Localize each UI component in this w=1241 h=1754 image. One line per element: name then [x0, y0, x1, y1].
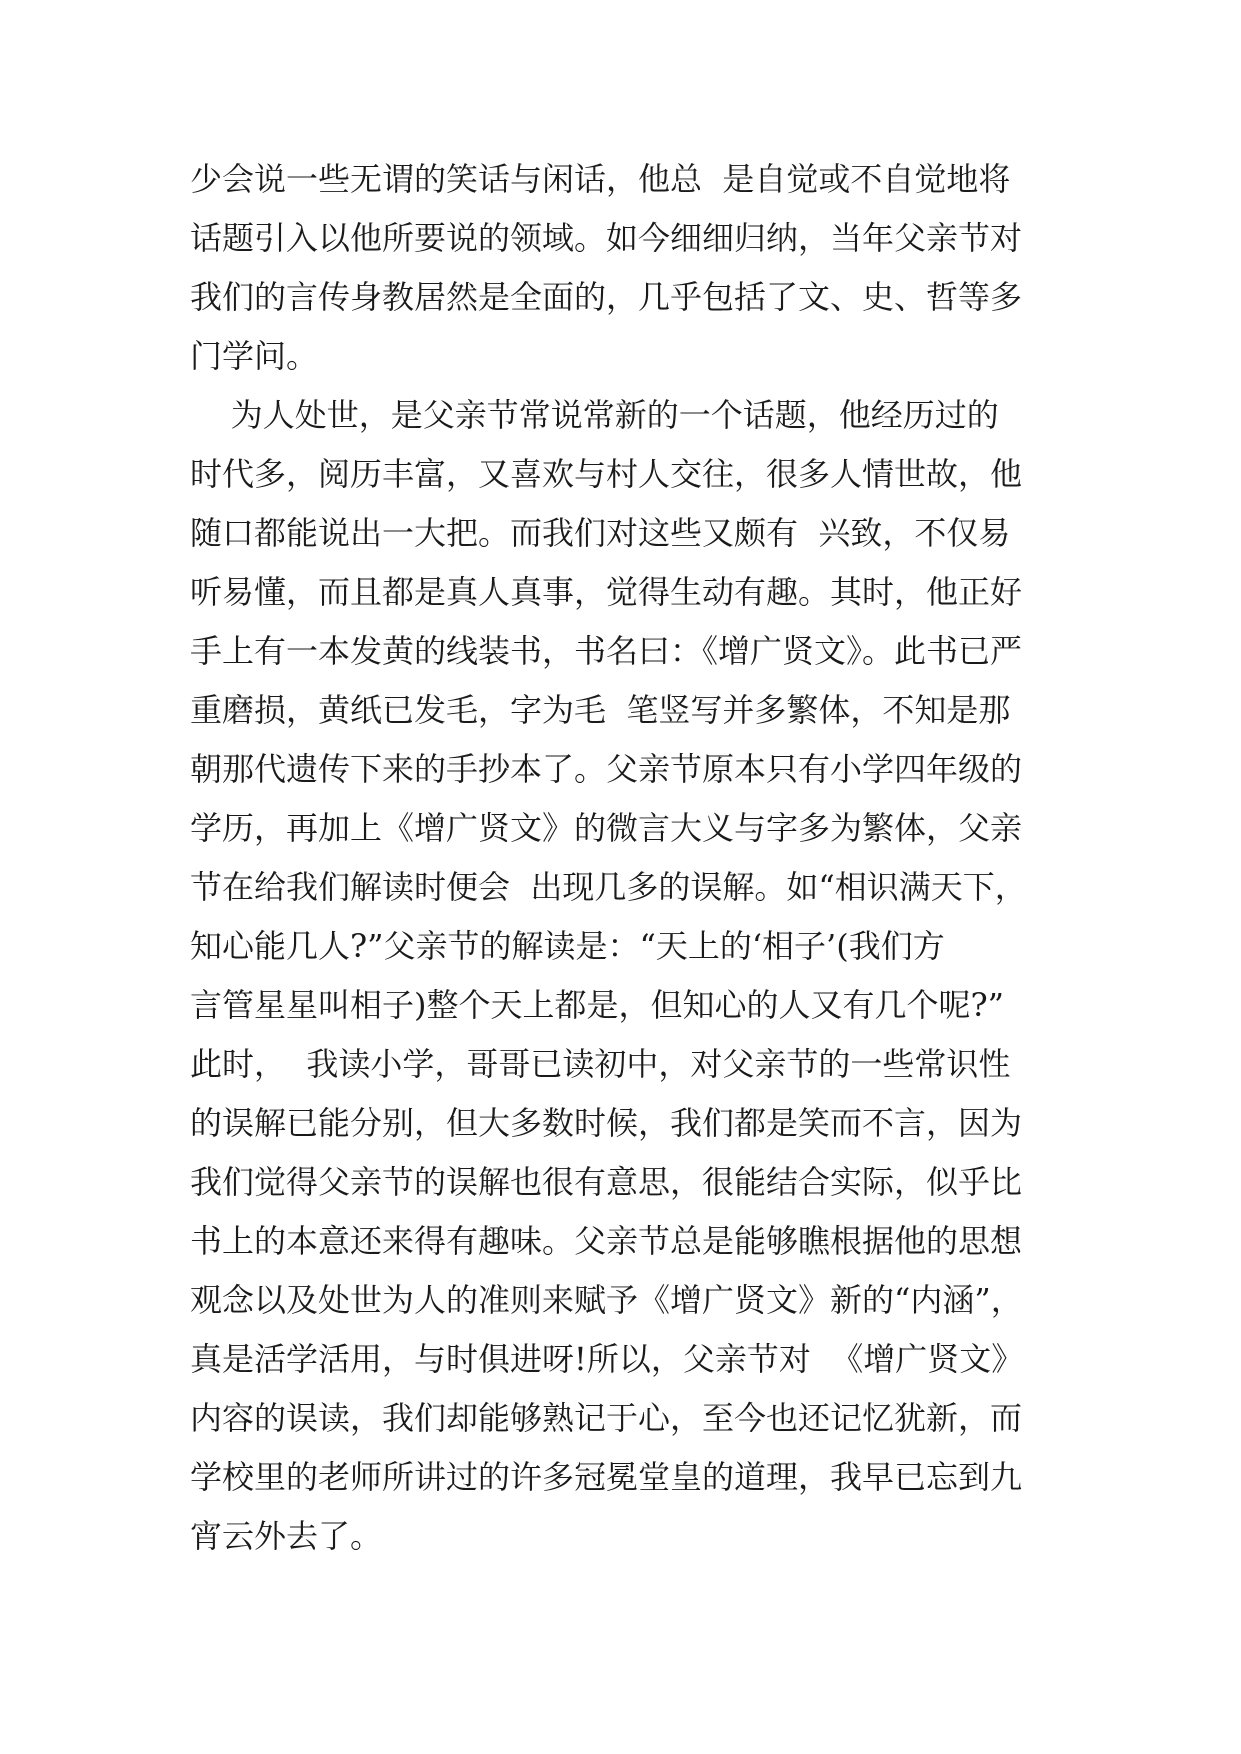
- text-line: 的误解已能分别，但大多数时候，我们都是笑而不言，因为: [190, 1104, 1023, 1142]
- text-line: 真是活学活用，与时俱进呀!所以，父亲节对 《增广贤文》: [190, 1340, 1024, 1378]
- text-line: 此时， 我读小学，哥哥已读初中，对父亲节的一些常识性: [190, 1045, 1011, 1083]
- text-line: 朝那代遗传下来的手抄本了。父亲节原本只有小学四年级的: [190, 750, 1023, 788]
- text-line: 为人处世，是父亲节常说常新的一个话题，他经历过的: [190, 396, 999, 434]
- text-line: 少会说一些无谓的笑话与闲话，他总 是自觉或不自觉地将: [190, 160, 1011, 198]
- text-line: 听易懂，而且都是真人真事，觉得生动有趣。其时，他正好: [190, 573, 1023, 611]
- text-line: 内容的误读，我们却能够熟记于心，至今也还记忆犹新，而: [190, 1399, 1023, 1437]
- text-line: 知心能几人?”父亲节的解读是：“天上的‘相子’(我们方: [190, 927, 945, 965]
- text-line: 观念以及处世为人的准则来赋予《增广贤文》新的“内涵”，: [190, 1281, 1023, 1319]
- text-line: 节在给我们解读时便会 出现几多的误解。如“相识满天下，: [190, 868, 1027, 906]
- body-text: [190, 150, 1070, 1566]
- text-line: 书上的本意还来得有趣味。父亲节总是能够瞧根据他的思想: [190, 1222, 1023, 1260]
- text-line: 随口都能说出一大把。而我们对这些又颇有 兴致，不仅易: [190, 514, 1011, 552]
- text-line: 话题引入以他所要说的领域。如今细细归纳，当年父亲节对: [190, 219, 1023, 257]
- text-line: 手上有一本发黄的线装书，书名曰：《增广贤文》。此书已严: [190, 632, 1023, 670]
- text-line: 言管星星叫相子)整个天上都是，但知心的人又有几个呢?”: [190, 986, 1005, 1024]
- text-line: 门学问。: [190, 337, 319, 375]
- text-line: 我们觉得父亲节的误解也很有意思，很能结合实际，似乎比: [190, 1163, 1023, 1201]
- text-line: 时代多，阅历丰富，又喜欢与村人交往，很多人情世故，他: [190, 455, 1023, 493]
- text-line: 重磨损，黄纸已发毛，字为毛 笔竖写并多繁体，不知是那: [190, 691, 1011, 729]
- text-line: 学历，再加上《增广贤文》的微言大义与字多为繁体，父亲: [190, 809, 1023, 847]
- text-line: 宵云外去了。: [190, 1517, 383, 1555]
- text-line: 学校里的老师所讲过的许多冠冕堂皇的道理，我早已忘到九: [190, 1458, 1023, 1496]
- text-line: 我们的言传身教居然是全面的，几乎包括了文、史、哲等多: [190, 278, 1023, 316]
